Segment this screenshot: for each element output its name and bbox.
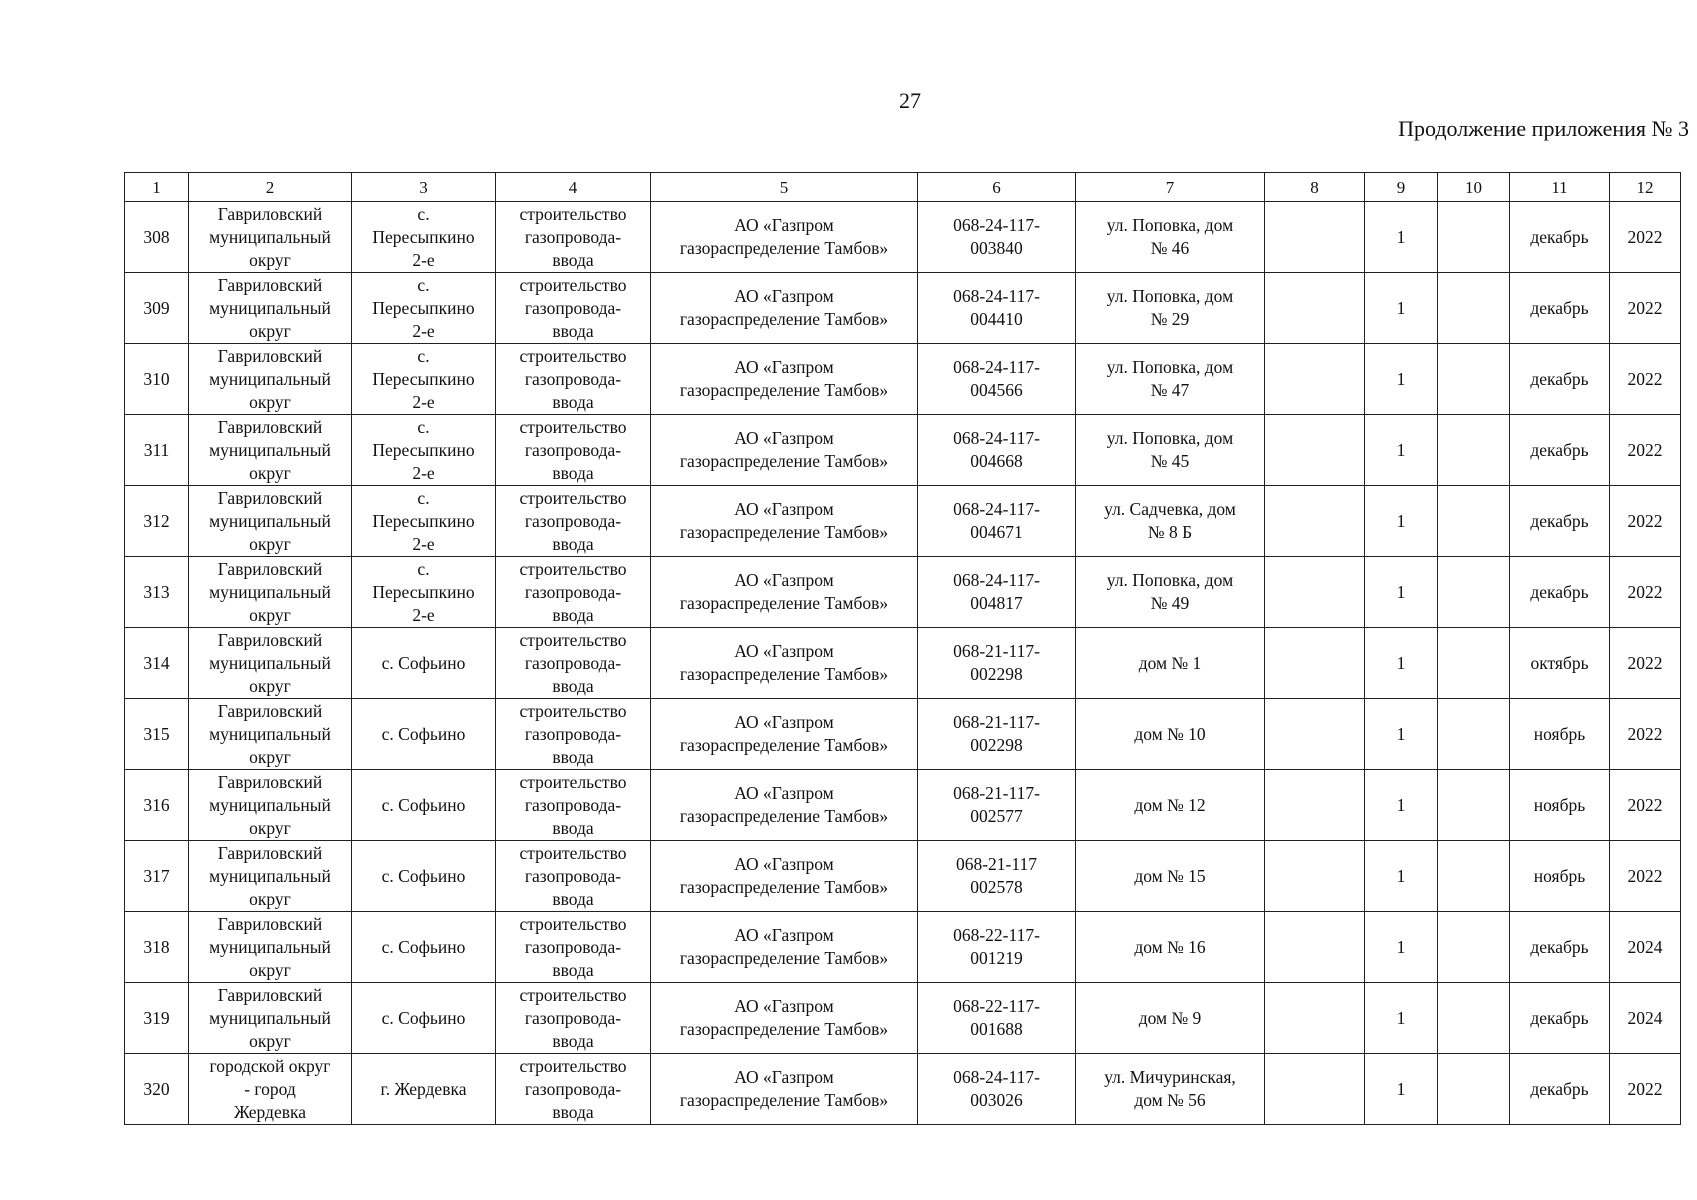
year-cell: 2022 bbox=[1610, 202, 1681, 273]
address-cell: дом № 15 bbox=[1076, 841, 1265, 912]
address-cell: ул. Поповка, дом № 45 bbox=[1076, 415, 1265, 486]
address-cell: дом № 16 bbox=[1076, 912, 1265, 983]
column-10-cell bbox=[1438, 841, 1510, 912]
table-row bbox=[125, 770, 1681, 841]
organization-cell: АО «Газпром газораспределение Тамбов» bbox=[651, 983, 918, 1054]
column-8-cell bbox=[1265, 628, 1365, 699]
row-number-cell: 309 bbox=[125, 273, 189, 344]
quantity-cell: 1 bbox=[1365, 202, 1438, 273]
table-row bbox=[125, 273, 1681, 344]
organization-cell: АО «Газпром газораспределение Тамбов» bbox=[651, 557, 918, 628]
quantity-cell: 1 bbox=[1365, 1054, 1438, 1125]
address-cell: ул. Поповка, дом № 29 bbox=[1076, 273, 1265, 344]
organization-cell: АО «Газпром газораспределение Тамбов» bbox=[651, 415, 918, 486]
column-header: 10 bbox=[1438, 173, 1510, 202]
quantity-cell: 1 bbox=[1365, 557, 1438, 628]
work-type-cell: строительство газопровода- ввода bbox=[496, 1054, 651, 1125]
district-cell: Гавриловский муниципальный округ bbox=[189, 557, 352, 628]
column-8-cell bbox=[1265, 912, 1365, 983]
month-cell: декабрь bbox=[1510, 557, 1610, 628]
table-body bbox=[125, 202, 1681, 1125]
row-number-cell: 318 bbox=[125, 912, 189, 983]
column-header: 6 bbox=[918, 173, 1076, 202]
district-cell: Гавриловский муниципальный округ bbox=[189, 202, 352, 273]
work-type-cell: строительство газопровода- ввода bbox=[496, 628, 651, 699]
column-header: 7 bbox=[1076, 173, 1265, 202]
object-code-cell: 068-24-117- 003840 bbox=[918, 202, 1076, 273]
register-table bbox=[124, 172, 1681, 1125]
district-cell: Гавриловский муниципальный округ bbox=[189, 415, 352, 486]
locality-cell: с. Пересыпкино 2-е bbox=[352, 344, 496, 415]
column-10-cell bbox=[1438, 344, 1510, 415]
column-8-cell bbox=[1265, 1054, 1365, 1125]
organization-cell: АО «Газпром газораспределение Тамбов» bbox=[651, 202, 918, 273]
month-cell: ноябрь bbox=[1510, 841, 1610, 912]
quantity-cell: 1 bbox=[1365, 699, 1438, 770]
district-cell: Гавриловский муниципальный округ bbox=[189, 699, 352, 770]
month-cell: декабрь bbox=[1510, 202, 1610, 273]
object-code-cell: 068-24-117- 004566 bbox=[918, 344, 1076, 415]
table-row bbox=[125, 344, 1681, 415]
object-code-cell: 068-24-117- 004410 bbox=[918, 273, 1076, 344]
district-cell: Гавриловский муниципальный округ bbox=[189, 344, 352, 415]
table-row bbox=[125, 415, 1681, 486]
row-number-cell: 316 bbox=[125, 770, 189, 841]
column-header: 4 bbox=[496, 173, 651, 202]
work-type-cell: строительство газопровода- ввода bbox=[496, 770, 651, 841]
table-row bbox=[125, 912, 1681, 983]
row-number-cell: 315 bbox=[125, 699, 189, 770]
object-code-cell: 068-21-117 002578 bbox=[918, 841, 1076, 912]
locality-cell: с. Пересыпкино 2-е bbox=[352, 557, 496, 628]
table-row bbox=[125, 202, 1681, 273]
month-cell: декабрь bbox=[1510, 1054, 1610, 1125]
column-8-cell bbox=[1265, 273, 1365, 344]
column-8-cell bbox=[1265, 344, 1365, 415]
work-type-cell: строительство газопровода- ввода bbox=[496, 983, 651, 1054]
row-number-cell: 312 bbox=[125, 486, 189, 557]
column-10-cell bbox=[1438, 202, 1510, 273]
column-8-cell bbox=[1265, 841, 1365, 912]
address-cell: дом № 9 bbox=[1076, 983, 1265, 1054]
column-8-cell bbox=[1265, 202, 1365, 273]
month-cell: декабрь bbox=[1510, 344, 1610, 415]
work-type-cell: строительство газопровода- ввода bbox=[496, 912, 651, 983]
month-cell: декабрь bbox=[1510, 415, 1610, 486]
district-cell: городской округ - город Жердевка bbox=[189, 1054, 352, 1125]
column-header: 5 bbox=[651, 173, 918, 202]
year-cell: 2022 bbox=[1610, 486, 1681, 557]
locality-cell: с. Софьино bbox=[352, 983, 496, 1054]
locality-cell: г. Жердевка bbox=[352, 1054, 496, 1125]
month-cell: ноябрь bbox=[1510, 770, 1610, 841]
district-cell: Гавриловский муниципальный округ bbox=[189, 273, 352, 344]
year-cell: 2022 bbox=[1610, 699, 1681, 770]
object-code-cell: 068-21-117- 002577 bbox=[918, 770, 1076, 841]
object-code-cell: 068-24-117- 004817 bbox=[918, 557, 1076, 628]
column-8-cell bbox=[1265, 415, 1365, 486]
row-number-cell: 313 bbox=[125, 557, 189, 628]
year-cell: 2022 bbox=[1610, 770, 1681, 841]
object-code-cell: 068-21-117- 002298 bbox=[918, 699, 1076, 770]
work-type-cell: строительство газопровода- ввода bbox=[496, 202, 651, 273]
district-cell: Гавриловский муниципальный округ bbox=[189, 841, 352, 912]
column-8-cell bbox=[1265, 699, 1365, 770]
organization-cell: АО «Газпром газораспределение Тамбов» bbox=[651, 273, 918, 344]
column-header: 1 bbox=[125, 173, 189, 202]
address-cell: ул. Мичуринская, дом № 56 bbox=[1076, 1054, 1265, 1125]
row-number-cell: 320 bbox=[125, 1054, 189, 1125]
year-cell: 2024 bbox=[1610, 983, 1681, 1054]
object-code-cell: 068-22-117- 001688 bbox=[918, 983, 1076, 1054]
year-cell: 2022 bbox=[1610, 557, 1681, 628]
table-row bbox=[125, 983, 1681, 1054]
table-row bbox=[125, 1054, 1681, 1125]
column-header: 2 bbox=[189, 173, 352, 202]
month-cell: декабрь bbox=[1510, 912, 1610, 983]
year-cell: 2022 bbox=[1610, 1054, 1681, 1125]
organization-cell: АО «Газпром газораспределение Тамбов» bbox=[651, 1054, 918, 1125]
address-cell: дом № 12 bbox=[1076, 770, 1265, 841]
column-number-row bbox=[125, 173, 1681, 202]
quantity-cell: 1 bbox=[1365, 983, 1438, 1054]
year-cell: 2022 bbox=[1610, 344, 1681, 415]
organization-cell: АО «Газпром газораспределение Тамбов» bbox=[651, 912, 918, 983]
work-type-cell: строительство газопровода- ввода bbox=[496, 699, 651, 770]
page-number: 27 bbox=[899, 88, 921, 113]
quantity-cell: 1 bbox=[1365, 841, 1438, 912]
quantity-cell: 1 bbox=[1365, 415, 1438, 486]
year-cell: 2022 bbox=[1610, 415, 1681, 486]
work-type-cell: строительство газопровода- ввода bbox=[496, 841, 651, 912]
row-number-cell: 310 bbox=[125, 344, 189, 415]
row-number-cell: 317 bbox=[125, 841, 189, 912]
locality-cell: с. Софьино bbox=[352, 628, 496, 699]
work-type-cell: строительство газопровода- ввода bbox=[496, 273, 651, 344]
work-type-cell: строительство газопровода- ввода bbox=[496, 344, 651, 415]
work-type-cell: строительство газопровода- ввода bbox=[496, 415, 651, 486]
address-cell: ул. Садчевка, дом № 8 Б bbox=[1076, 486, 1265, 557]
object-code-cell: 068-22-117- 001219 bbox=[918, 912, 1076, 983]
locality-cell: с. Пересыпкино 2-е bbox=[352, 273, 496, 344]
object-code-cell: 068-24-117- 004671 bbox=[918, 486, 1076, 557]
address-cell: дом № 1 bbox=[1076, 628, 1265, 699]
month-cell: декабрь bbox=[1510, 273, 1610, 344]
table-row bbox=[125, 628, 1681, 699]
table-row bbox=[125, 557, 1681, 628]
column-header: 11 bbox=[1510, 173, 1610, 202]
column-10-cell bbox=[1438, 912, 1510, 983]
column-header: 12 bbox=[1610, 173, 1681, 202]
year-cell: 2022 bbox=[1610, 273, 1681, 344]
year-cell: 2022 bbox=[1610, 841, 1681, 912]
address-cell: дом № 10 bbox=[1076, 699, 1265, 770]
organization-cell: АО «Газпром газораспределение Тамбов» bbox=[651, 486, 918, 557]
district-cell: Гавриловский муниципальный округ bbox=[189, 770, 352, 841]
column-10-cell bbox=[1438, 486, 1510, 557]
row-number-cell: 308 bbox=[125, 202, 189, 273]
quantity-cell: 1 bbox=[1365, 912, 1438, 983]
column-8-cell bbox=[1265, 983, 1365, 1054]
organization-cell: АО «Газпром газораспределение Тамбов» bbox=[651, 699, 918, 770]
organization-cell: АО «Газпром газораспределение Тамбов» bbox=[651, 628, 918, 699]
district-cell: Гавриловский муниципальный округ bbox=[189, 628, 352, 699]
appendix-continuation-note: Продолжение приложения № 3 bbox=[1398, 116, 1689, 141]
locality-cell: с. Пересыпкино 2-е bbox=[352, 202, 496, 273]
year-cell: 2024 bbox=[1610, 912, 1681, 983]
table-row bbox=[125, 699, 1681, 770]
column-8-cell bbox=[1265, 770, 1365, 841]
row-number-cell: 319 bbox=[125, 983, 189, 1054]
address-cell: ул. Поповка, дом № 46 bbox=[1076, 202, 1265, 273]
quantity-cell: 1 bbox=[1365, 486, 1438, 557]
organization-cell: АО «Газпром газораспределение Тамбов» bbox=[651, 770, 918, 841]
column-10-cell bbox=[1438, 557, 1510, 628]
row-number-cell: 314 bbox=[125, 628, 189, 699]
column-10-cell bbox=[1438, 699, 1510, 770]
locality-cell: с. Пересыпкино 2-е bbox=[352, 486, 496, 557]
column-8-cell bbox=[1265, 557, 1365, 628]
column-header: 3 bbox=[352, 173, 496, 202]
district-cell: Гавриловский муниципальный округ bbox=[189, 486, 352, 557]
column-10-cell bbox=[1438, 415, 1510, 486]
address-cell: ул. Поповка, дом № 47 bbox=[1076, 344, 1265, 415]
month-cell: ноябрь bbox=[1510, 699, 1610, 770]
organization-cell: АО «Газпром газораспределение Тамбов» bbox=[651, 841, 918, 912]
column-10-cell bbox=[1438, 770, 1510, 841]
object-code-cell: 068-24-117- 004668 bbox=[918, 415, 1076, 486]
object-code-cell: 068-24-117- 003026 bbox=[918, 1054, 1076, 1125]
object-code-cell: 068-21-117- 002298 bbox=[918, 628, 1076, 699]
quantity-cell: 1 bbox=[1365, 770, 1438, 841]
month-cell: октябрь bbox=[1510, 628, 1610, 699]
month-cell: декабрь bbox=[1510, 983, 1610, 1054]
locality-cell: с. Софьино bbox=[352, 699, 496, 770]
table-row bbox=[125, 841, 1681, 912]
column-8-cell bbox=[1265, 486, 1365, 557]
column-10-cell bbox=[1438, 983, 1510, 1054]
column-10-cell bbox=[1438, 273, 1510, 344]
work-type-cell: строительство газопровода- ввода bbox=[496, 486, 651, 557]
column-10-cell bbox=[1438, 628, 1510, 699]
locality-cell: с. Софьино bbox=[352, 841, 496, 912]
column-10-cell bbox=[1438, 1054, 1510, 1125]
column-header: 8 bbox=[1265, 173, 1365, 202]
locality-cell: с. Софьино bbox=[352, 912, 496, 983]
row-number-cell: 311 bbox=[125, 415, 189, 486]
quantity-cell: 1 bbox=[1365, 273, 1438, 344]
table-row bbox=[125, 486, 1681, 557]
quantity-cell: 1 bbox=[1365, 628, 1438, 699]
locality-cell: с. Пересыпкино 2-е bbox=[352, 415, 496, 486]
district-cell: Гавриловский муниципальный округ bbox=[189, 983, 352, 1054]
locality-cell: с. Софьино bbox=[352, 770, 496, 841]
organization-cell: АО «Газпром газораспределение Тамбов» bbox=[651, 344, 918, 415]
column-header: 9 bbox=[1365, 173, 1438, 202]
work-type-cell: строительство газопровода- ввода bbox=[496, 557, 651, 628]
month-cell: декабрь bbox=[1510, 486, 1610, 557]
district-cell: Гавриловский муниципальный округ bbox=[189, 912, 352, 983]
address-cell: ул. Поповка, дом № 49 bbox=[1076, 557, 1265, 628]
year-cell: 2022 bbox=[1610, 628, 1681, 699]
quantity-cell: 1 bbox=[1365, 344, 1438, 415]
